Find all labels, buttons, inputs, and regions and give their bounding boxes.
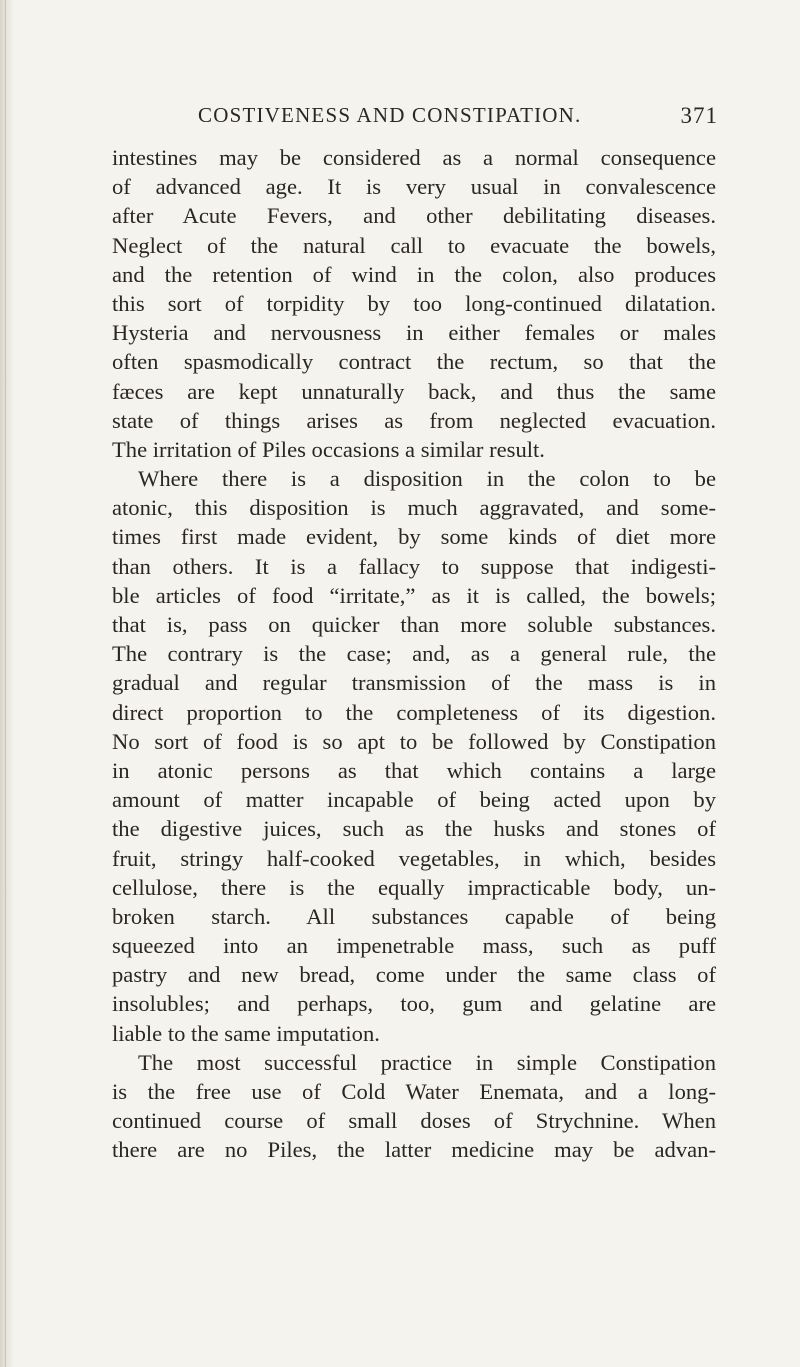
text-line: squeezed into an impenetrable mass, such as puff — [112, 933, 716, 959]
text-line: direct proportion to the completeness of its digestion. — [112, 699, 716, 725]
text-line: the digestive juices, such as the husks and stones of — [112, 816, 716, 842]
text-line: of advanced age. It is very usual in convalescence — [112, 174, 716, 200]
text-line: Neglect of the natural call to evacuate the bowels, — [112, 232, 716, 258]
text-line: often spasmodically contract the rectum, so that the — [112, 349, 716, 375]
text-line: times first made evident, by some kinds of diet more — [112, 524, 716, 550]
text-line: No sort of food is so apt to be followed by Constipation — [112, 728, 716, 754]
text-line: ble articles of food “irritate,” as it is called, the bowels; — [112, 582, 716, 608]
text-line: fruit, stringy half-cooked vegetables, in which, besides — [112, 845, 716, 871]
text-line: after Acute Fevers, and other debilitating diseases. — [112, 203, 716, 229]
text-line: state of things arises as from neglected evacuation. — [112, 407, 716, 433]
text-line: than others. It is a fallacy to suppose that indigesti- — [112, 553, 716, 579]
text-line: amount of matter incapable of being acted upon by — [112, 787, 716, 813]
text-line: The irritation of Piles occasions a similar result. — [112, 436, 545, 462]
text-line: and the retention of wind in the colon, also produces — [112, 261, 716, 287]
text-line: The contrary is the case; and, as a general rule, the — [112, 641, 716, 667]
text-line: broken starch. All substances capable of being — [112, 903, 716, 929]
text-line: cellulose, there is the equally impracticable body, un- — [112, 874, 716, 900]
text-line: continued course of small doses of Strychnine. When — [112, 1108, 716, 1134]
text-line: that is, pass on quicker than more soluble substances. — [112, 612, 716, 637]
page-number: 371 — [680, 103, 718, 128]
body-text — [112, 143, 716, 1165]
running-title: COSTIVENESS AND CONSTIPATION. — [198, 103, 582, 127]
text-line: in atonic persons as that which contains a large — [112, 757, 716, 783]
text-line: is the free use of Cold Water Enemata, and a long- — [112, 1079, 716, 1104]
text-line: pastry and new bread, come under the same class of — [112, 962, 716, 988]
text-line: intestines may be considered as a normal consequence — [112, 145, 716, 170]
text-line: atonic, this disposition is much aggravated, and some- — [112, 495, 716, 521]
text-line: The most successful practice in simple Constipation — [138, 1049, 716, 1075]
text-line: Where there is a disposition in the colon to be — [138, 466, 716, 492]
text-line: insolubles; and perhaps, too, gum and gelatine are — [112, 991, 716, 1017]
text-line: there are no Piles, the latter medicine may be advan- — [112, 1137, 716, 1163]
running-head — [198, 103, 718, 135]
text-line: gradual and regular transmission of the mass is in — [112, 670, 716, 696]
text-line: Hysteria and nervousness in either females or males — [112, 320, 716, 346]
text-line: this sort of torpidity by too long-continued dilatation. — [112, 290, 716, 316]
text-line: liable to the same imputation. — [112, 1020, 380, 1046]
text-line: fæces are kept unnaturally back, and thus the same — [112, 378, 716, 404]
